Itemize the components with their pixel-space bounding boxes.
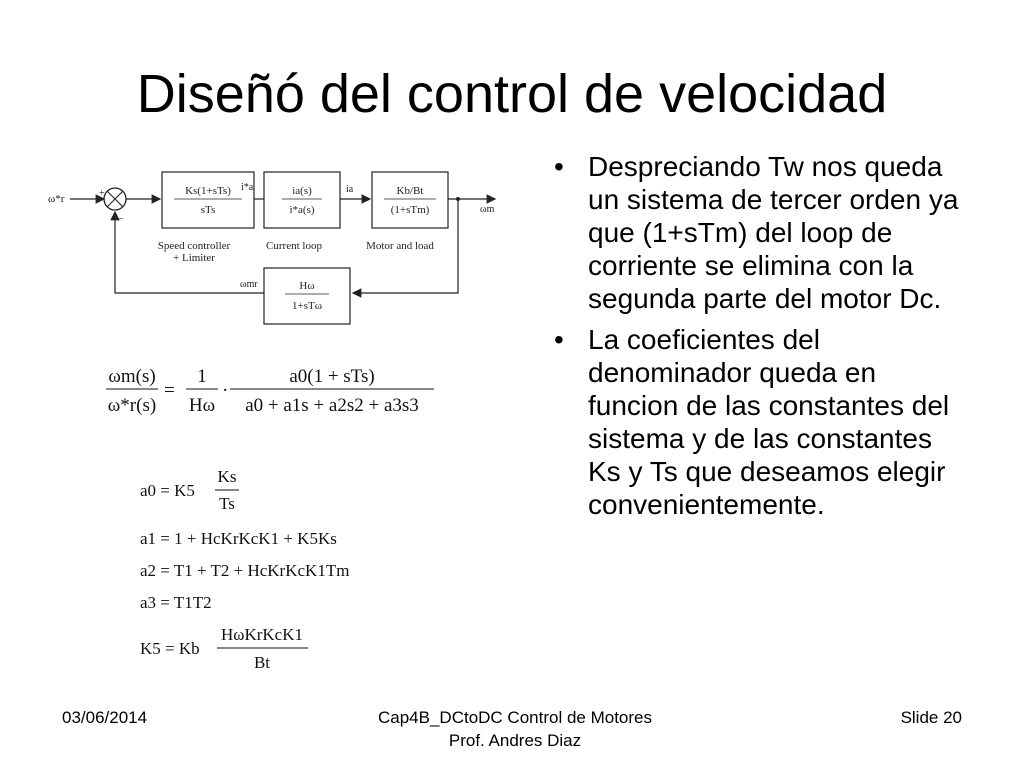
motor-caption: Motor and load [366, 240, 434, 252]
tf-rhs-num: a0(1 + sTs) [289, 366, 375, 387]
output-label: ωm [480, 204, 495, 215]
current-loop-den: i*a(s) [289, 204, 315, 216]
motor-num: Kb/Bt [396, 185, 424, 197]
tf-rhs-den: a0 + a1s + a2s2 + a3s3 [245, 395, 419, 416]
feedback-block [264, 268, 350, 324]
a0-den: Ts [219, 494, 235, 513]
a0-lhs: a0 = K5 [140, 481, 195, 500]
coefficient-definitions [140, 467, 349, 672]
speed-controller-caption-2: + Limiter [173, 252, 215, 264]
tf-lhs-den: ω*r(s) [107, 395, 157, 416]
footer-course: Cap4B_DCtoDC Control de Motores Prof. Andres Diaz [377, 708, 652, 750]
current-loop-caption: Current loop [266, 240, 322, 252]
current-ref-label: i*a [241, 182, 254, 193]
slide-title: Diseñó del control de velocidad [136, 64, 888, 124]
a3-equation: a3 = T1T2 [140, 593, 212, 612]
k5-num: HωKrKcK1 [220, 625, 304, 644]
speed-controller-den: sTs [200, 204, 216, 216]
motor-block [372, 172, 448, 228]
a2-equation: a2 = T1 + T2 + HcKrKcK1Tm [140, 561, 350, 580]
tf-dot: · [222, 380, 229, 401]
feedback-signal-label: ωmr [240, 279, 258, 290]
input-label: ω*r [48, 193, 65, 205]
speed-controller-block [162, 172, 254, 228]
tf-equals: = [164, 380, 175, 401]
speed-controller-caption-1: Speed controller [157, 240, 231, 252]
motor-den: (1+sTm) [390, 204, 430, 216]
footer-date: 03/06/2014 [62, 708, 148, 727]
a1-equation: a1 = 1 + HcKrKcK1 + K5Ks [140, 529, 337, 548]
bullet-item-2: • La coeficientes del denominador queda en funcion de las constantes del sistema y de las constantes Ks y Ts que deseamos elegir convenientemente. [550, 323, 960, 521]
tf-lhs-num: ωm(s) [108, 366, 156, 387]
feedback-den: 1+sTω [292, 300, 322, 312]
footer-slide-number: Slide 20 [900, 708, 962, 727]
feedback-num: Hω [299, 280, 315, 292]
current-loop-block [264, 172, 340, 228]
block-diagram [48, 172, 495, 324]
control-figure [40, 160, 520, 695]
k5-lhs: K5 = Kb [140, 639, 200, 658]
block-diagram-figure [40, 160, 520, 690]
current-label: ia [346, 184, 354, 195]
bullet-list [550, 150, 960, 529]
k5-den: Bt [253, 653, 271, 672]
speed-controller-num: Ks(1+sTs) [185, 185, 231, 197]
current-loop-num: ia(s) [292, 185, 312, 197]
tf-gain-den: Hω [188, 395, 216, 416]
a0-num: Ks [217, 467, 237, 486]
bullet-item-1: • Despreciando Tw nos queda un sistema de tercer orden ya que (1+sTm) del loop de corriente se elimina con la segunda parte del motor Dc. [550, 150, 960, 315]
transfer-function [106, 366, 434, 416]
minus-sign: − [118, 214, 124, 225]
tf-gain-num: 1 [197, 366, 207, 387]
plus-sign: + [99, 188, 105, 199]
